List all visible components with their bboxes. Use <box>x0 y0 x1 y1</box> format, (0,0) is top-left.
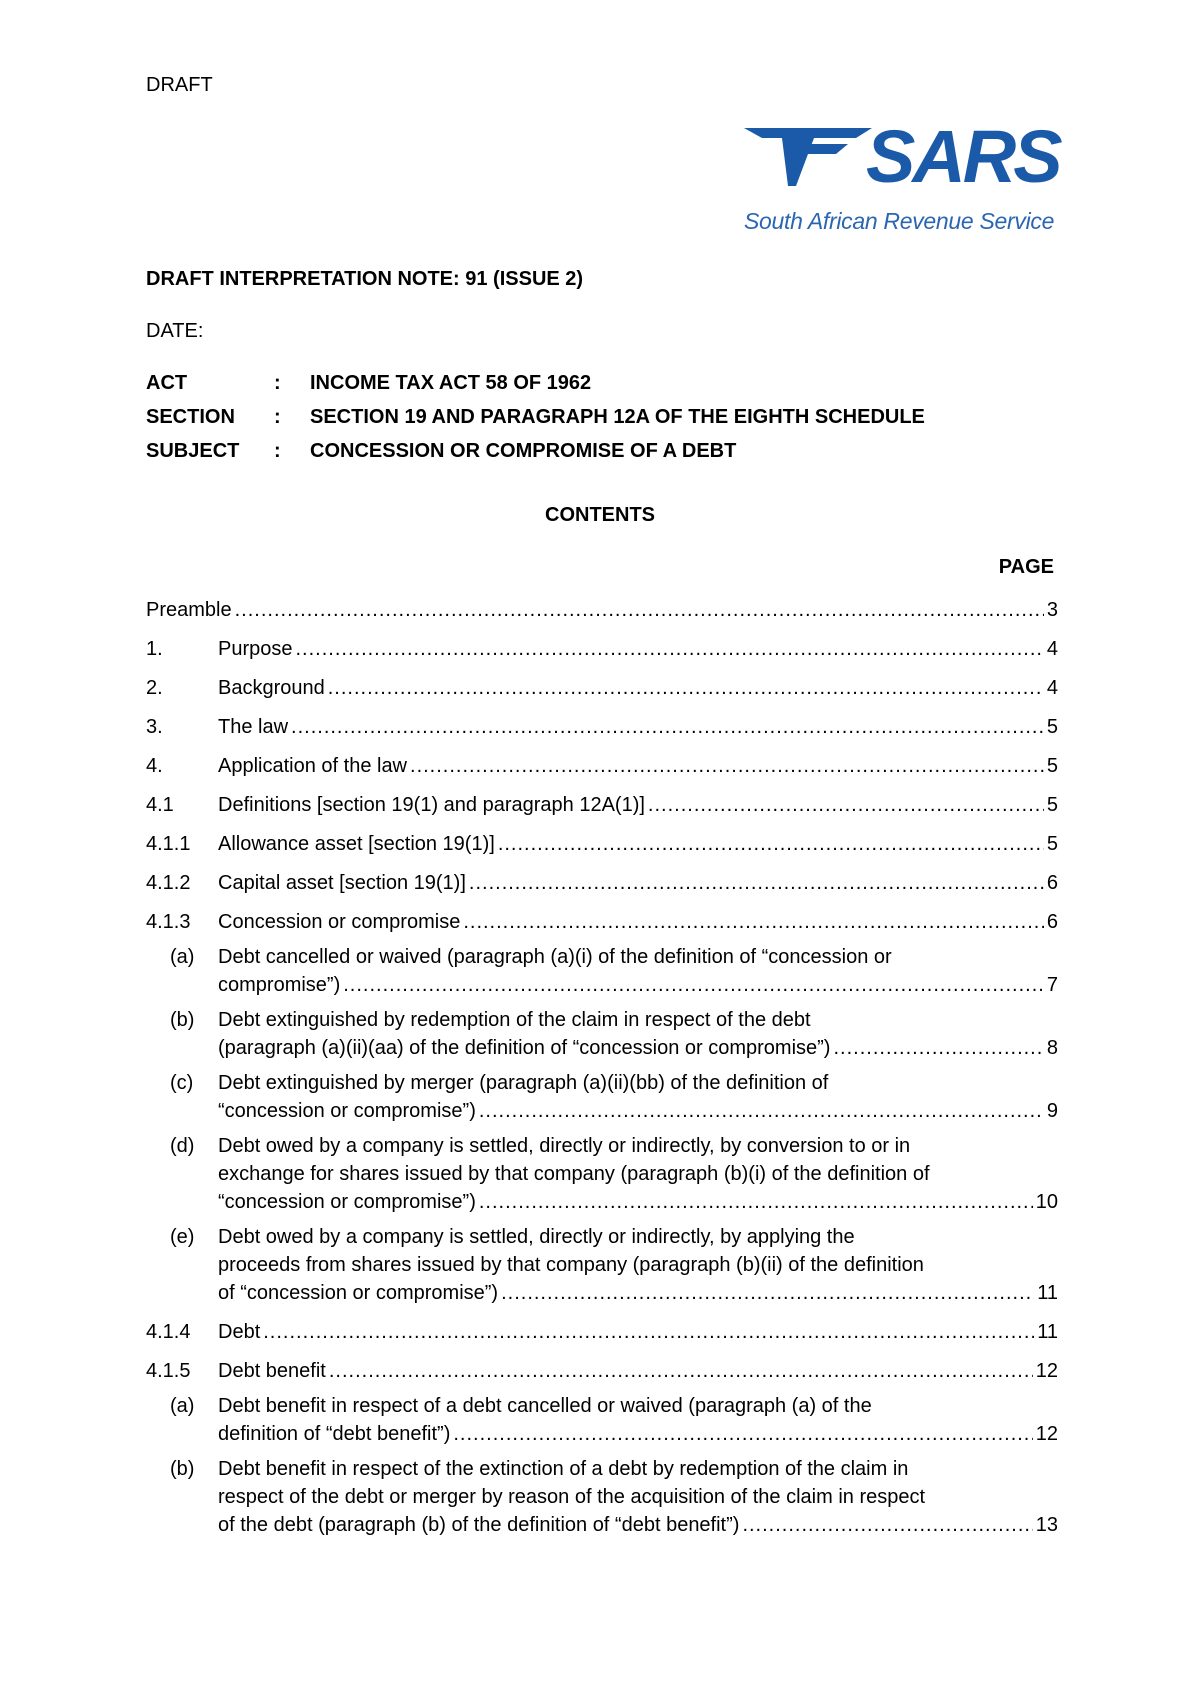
toc-entry-text <box>218 713 1058 741</box>
toc-entry-text <box>218 1223 1058 1307</box>
toc-entry-number: (c) <box>170 1072 194 1094</box>
toc-page-number: 9 <box>1046 1100 1058 1122</box>
toc-page-number: 6 <box>1046 911 1058 933</box>
toc-leader-dots <box>328 674 1044 702</box>
toc-entry-line: Debt <box>218 1321 261 1343</box>
toc-leader-dots <box>501 1279 1034 1307</box>
document-title: DRAFT INTERPRETATION NOTE: 91 (ISSUE 2) <box>146 268 584 290</box>
toc-entry-line: “concession or compromise”) <box>218 1191 476 1213</box>
toc-page-number: 5 <box>1046 794 1058 816</box>
toc-entry-text <box>218 1006 1058 1062</box>
toc-page-number: 5 <box>1046 833 1058 855</box>
meta-colon: : <box>274 406 281 428</box>
toc-page-number: 4 <box>1046 638 1058 660</box>
toc-entry-line: exchange for shares issued by that company (paragraph (b)(i) of the definition of <box>218 1163 930 1185</box>
toc-entry-line: Debt extinguished by redemption of the claim in respect of the debt <box>218 1009 811 1031</box>
toc-entry-number: 1. <box>146 638 163 660</box>
toc-entry-number: 4.1.3 <box>146 911 191 933</box>
sars-tagline: South African Revenue Service <box>744 208 1055 234</box>
toc-entry-line: Debt benefit <box>218 1360 326 1382</box>
toc-entry-number: (a) <box>170 946 195 968</box>
toc-page-number: 7 <box>1046 974 1058 996</box>
meta-key: SECTION <box>146 406 235 428</box>
toc-page-number: 8 <box>1046 1037 1058 1059</box>
toc-entry-line: proceeds from shares issued by that company (paragraph (b)(ii) of the definition <box>218 1254 924 1276</box>
toc-entry-text <box>218 1069 1058 1125</box>
toc-page-number: 13 <box>1035 1514 1058 1536</box>
toc-leader-dots <box>742 1511 1032 1539</box>
toc-entry-text <box>218 635 1058 663</box>
toc-entry-text <box>218 943 1058 999</box>
toc-entry-text <box>218 1132 1058 1216</box>
toc-entry-text <box>218 908 1058 936</box>
toc-leader-dots <box>235 596 1044 624</box>
toc-leader-dots <box>263 1318 1034 1346</box>
toc-entry-line: Debt cancelled or waived (paragraph (a)(i) of the definition of “concession or <box>218 946 892 968</box>
toc-entry-number: 4.1.4 <box>146 1321 191 1343</box>
toc-entry-number: 4.1.2 <box>146 872 191 894</box>
toc-entry-line: definition of “debt benefit”) <box>218 1423 451 1445</box>
sars-swoosh-icon <box>744 124 874 194</box>
toc-leader-dots <box>833 1034 1043 1062</box>
toc-entry-text <box>146 596 1058 624</box>
toc-entry-number: (a) <box>170 1395 195 1417</box>
toc-entry-line: Capital asset [section 19(1)] <box>218 872 466 894</box>
toc-page-number: 4 <box>1046 677 1058 699</box>
toc-entry-text <box>218 791 1058 819</box>
toc-entry-line: Concession or compromise <box>218 911 461 933</box>
toc-entry-line: compromise”) <box>218 974 341 996</box>
toc-entry-text <box>218 752 1058 780</box>
toc-leader-dots <box>329 1357 1033 1385</box>
toc-entry-line: Preamble <box>146 599 232 621</box>
page-column-heading: PAGE <box>998 556 1054 578</box>
toc-page-number: 10 <box>1035 1191 1058 1213</box>
meta-value: CONCESSION OR COMPROMISE OF A DEBT <box>310 440 737 462</box>
toc-leader-dots <box>343 971 1044 999</box>
meta-colon: : <box>274 372 281 394</box>
toc-entry-text <box>218 1455 1058 1539</box>
toc-entry-text <box>218 1318 1058 1346</box>
toc-entry-number: 2. <box>146 677 163 699</box>
toc-entry-line: of the debt (paragraph (b) of the definition of “debt benefit”) <box>218 1514 740 1536</box>
toc-entry-text <box>218 830 1058 858</box>
toc-entry-number: (e) <box>170 1226 195 1248</box>
toc-page-number: 12 <box>1035 1423 1058 1445</box>
contents-heading: CONTENTS <box>545 504 655 526</box>
toc-entry-text <box>218 869 1058 897</box>
toc-page-number: 11 <box>1037 1321 1058 1343</box>
date-label: DATE: <box>146 320 204 342</box>
toc-entry-number: (d) <box>170 1135 195 1157</box>
toc-page-number: 5 <box>1046 755 1058 777</box>
toc-leader-dots <box>463 908 1044 936</box>
toc-leader-dots <box>479 1188 1033 1216</box>
toc-leader-dots <box>453 1420 1032 1448</box>
toc-entry-number: (b) <box>170 1458 195 1480</box>
toc-entry-line: Allowance asset [section 19(1)] <box>218 833 495 855</box>
toc-entry-line: Debt extinguished by merger (paragraph (a)(ii)(bb) of the definition of <box>218 1072 829 1094</box>
toc-leader-dots <box>296 635 1044 663</box>
toc-entry-number: 4.1.5 <box>146 1360 191 1382</box>
toc-page-number: 6 <box>1046 872 1058 894</box>
toc-entry-line: Debt benefit in respect of the extinction of a debt by redemption of the claim in <box>218 1458 909 1480</box>
toc-entry-number: (b) <box>170 1009 195 1031</box>
toc-page-number: 12 <box>1035 1360 1058 1382</box>
meta-colon: : <box>274 440 281 462</box>
toc-entry-line: Purpose <box>218 638 293 660</box>
toc-entry-number: 4.1 <box>146 794 174 816</box>
meta-value: INCOME TAX ACT 58 OF 1962 <box>310 372 592 394</box>
meta-key: ACT <box>146 372 188 394</box>
toc-entry-text <box>218 1392 1058 1448</box>
toc-leader-dots <box>479 1097 1044 1125</box>
sars-logo <box>744 115 1066 240</box>
toc-entry-number: 4.1.1 <box>146 833 191 855</box>
toc-entry-text <box>218 674 1058 702</box>
toc-entry-number: 4. <box>146 755 163 777</box>
toc-entry-line: Debt owed by a company is settled, directly or indirectly, by conversion to or in <box>218 1135 911 1157</box>
toc-entry-line: Background <box>218 677 325 699</box>
sars-wordmark: SARS <box>866 115 1060 198</box>
toc-leader-dots <box>648 791 1044 819</box>
toc-leader-dots <box>410 752 1044 780</box>
toc-entry-line: “concession or compromise”) <box>218 1100 476 1122</box>
toc-leader-dots <box>469 869 1044 897</box>
toc-entry-line: Application of the law <box>218 755 408 777</box>
toc-entry-text <box>218 1357 1058 1385</box>
toc-entry-line: Definitions [section 19(1) and paragraph 12A(1)] <box>218 794 645 816</box>
toc-entry-line: respect of the debt or merger by reason of the acquisition of the claim in respect <box>218 1486 926 1508</box>
draft-label: DRAFT <box>146 74 213 96</box>
toc-entry-line: of “concession or compromise”) <box>218 1282 499 1304</box>
toc-entry-line: (paragraph (a)(ii)(aa) of the definition of “concession or compromise”) <box>218 1037 831 1059</box>
meta-value: SECTION 19 AND PARAGRAPH 12A OF THE EIGHTH SCHEDULE <box>310 406 925 428</box>
toc-page-number: 11 <box>1037 1282 1058 1304</box>
toc-leader-dots <box>291 713 1044 741</box>
meta-key: SUBJECT <box>146 440 240 462</box>
toc-entry-line: Debt owed by a company is settled, directly or indirectly, by applying the <box>218 1226 855 1248</box>
toc-leader-dots <box>498 830 1044 858</box>
toc-entry-line: The law <box>218 716 289 738</box>
toc-entry-line: Debt benefit in respect of a debt cancelled or waived (paragraph (a) of the <box>218 1395 872 1417</box>
toc-page-number: 3 <box>1046 599 1058 621</box>
toc-page-number: 5 <box>1046 716 1058 738</box>
toc-entry-number: 3. <box>146 716 163 738</box>
